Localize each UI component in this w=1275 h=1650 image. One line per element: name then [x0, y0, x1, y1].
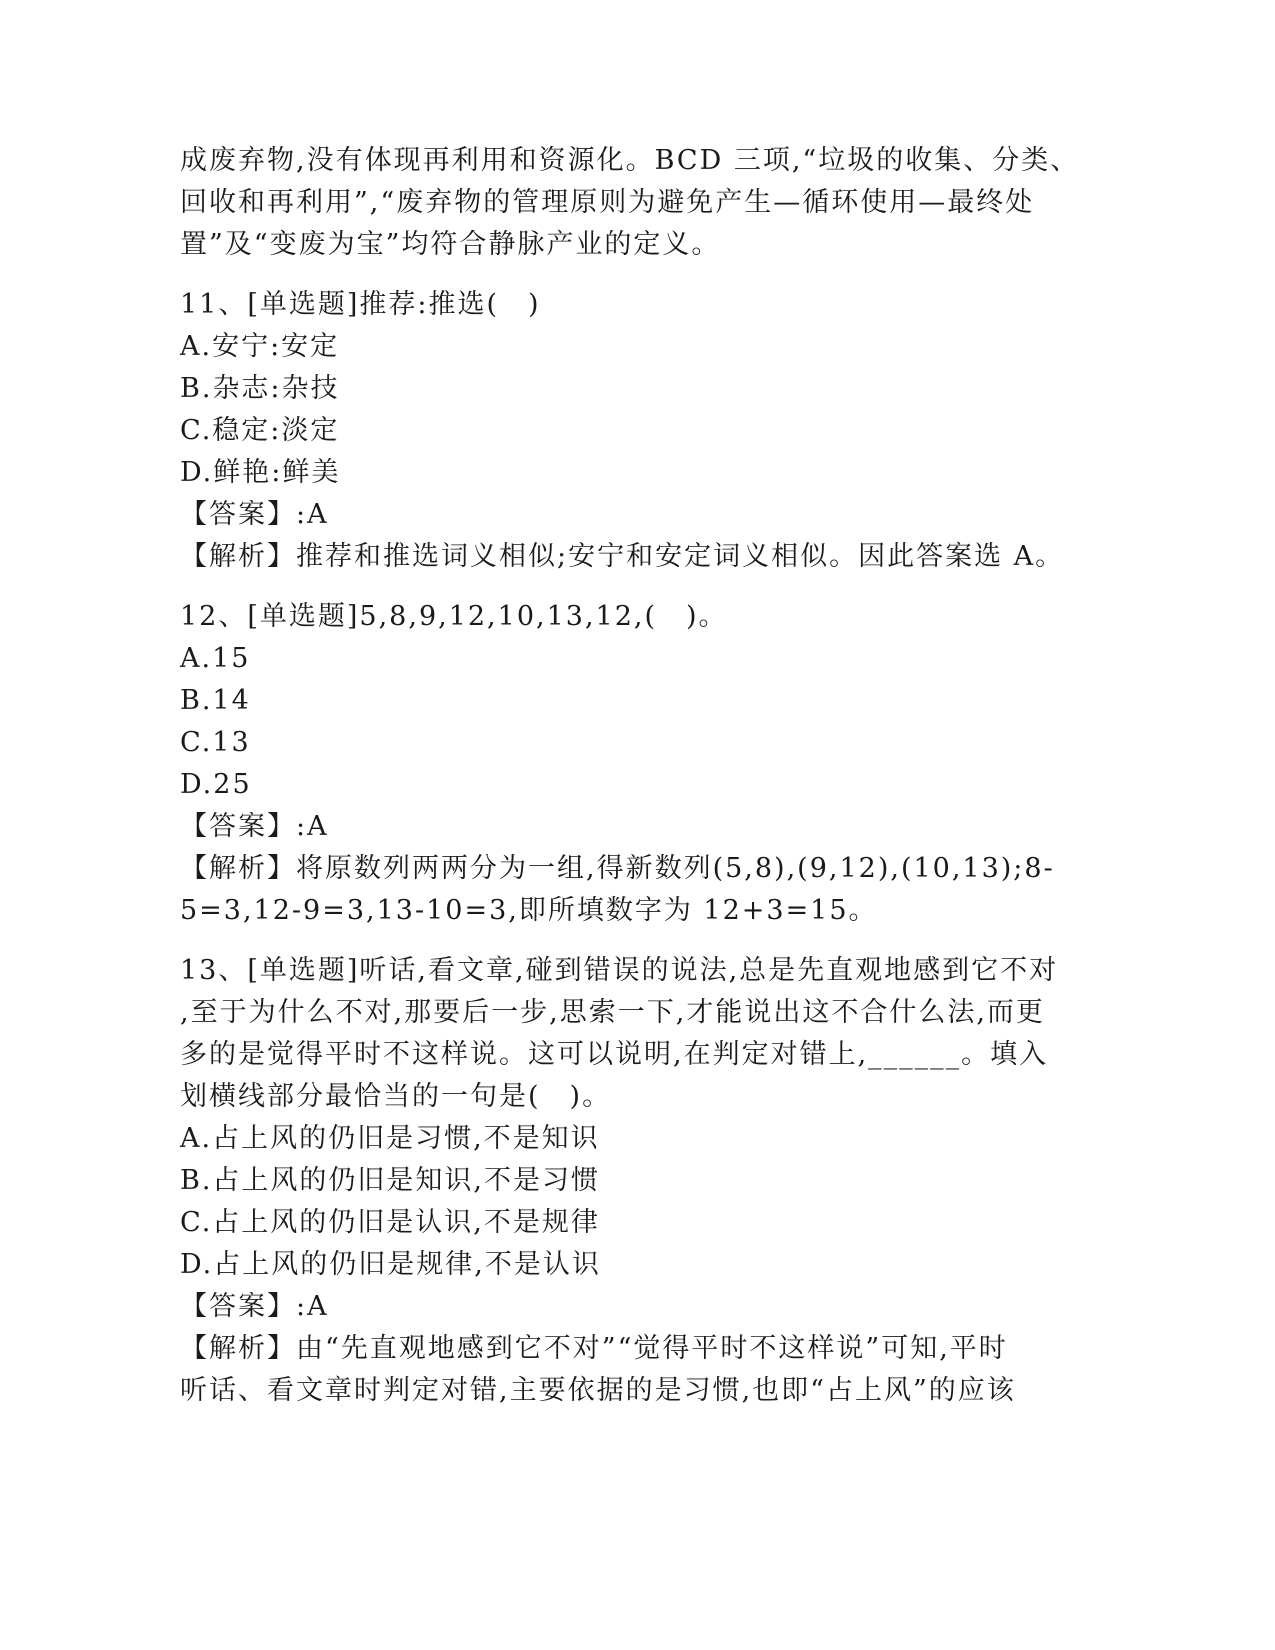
option-d: D.25 — [180, 769, 252, 800]
text-line: 成废弃物,没有体现再利用和资源化。BCD 三项,“垃圾的收集、分类、 — [180, 145, 1080, 176]
analysis: 【解析】由“先直观地感到它不对”“觉得平时不这样说”可知,平时 — [180, 1333, 1008, 1364]
option-a: A.安宁:安定 — [180, 331, 340, 362]
document-page — [180, 140, 1080, 1412]
text-line: 置”及“变废为宝”均符合静脉产业的定义。 — [180, 229, 721, 260]
intro-paragraph — [180, 140, 1080, 266]
answer: 【答案】:A — [180, 811, 329, 842]
question-stem: 13、[单选题]听话,看文章,碰到错误的说法,总是先直观地感到它不对 — [180, 955, 1059, 986]
option-d: D.占上风的仍旧是规律,不是认识 — [180, 1249, 601, 1280]
option-a: A.15 — [180, 643, 251, 674]
analysis: 5=3,12-9=3,13-10=3,即所填数字为 12+3=15。 — [180, 895, 878, 926]
question-12 — [180, 596, 1060, 932]
question-stem: 划横线部分最恰当的一句是( )。 — [180, 1081, 612, 1112]
analysis: 听话、看文章时判定对错,主要依据的是习惯,也即“占上风”的应该 — [180, 1375, 1016, 1406]
question-stem: ,至于为什么不对,那要后一步,思索一下,才能说出这不合什么法,而更 — [180, 997, 1045, 1028]
option-c: C.占上风的仍旧是认识,不是规律 — [180, 1207, 600, 1238]
option-b: B.占上风的仍旧是知识,不是习惯 — [180, 1165, 601, 1196]
analysis: 【解析】将原数列两两分为一组,得新数列(5,8),(9,12),(10,13);8- — [180, 853, 1055, 884]
option-a: A.占上风的仍旧是习惯,不是知识 — [180, 1123, 600, 1154]
question-11 — [180, 284, 1065, 578]
question-stem: 12、[单选题]5,8,9,12,10,13,12,( )。 — [180, 601, 728, 632]
option-c: C.稳定:淡定 — [180, 415, 340, 446]
option-b: B.14 — [180, 685, 251, 716]
text-line: 回收和再利用”,“废弃物的管理原则为避免产生—循环使用—最终处 — [180, 187, 1035, 218]
question-stem: 11、[单选题]推荐:推选( ) — [180, 289, 541, 320]
question-stem: 多的是觉得平时不这样说。这可以说明,在判定对错上,______。填入 — [180, 1039, 1049, 1070]
analysis: 【解析】推荐和推选词义相似;安宁和安定词义相似。因此答案选 A。 — [180, 541, 1065, 572]
answer: 【答案】:A — [180, 1291, 329, 1322]
option-b: B.杂志:杂技 — [180, 373, 340, 404]
option-c: C.13 — [180, 727, 251, 758]
option-d: D.鲜艳:鲜美 — [180, 457, 341, 488]
question-13 — [180, 950, 1060, 1412]
answer: 【答案】:A — [180, 499, 329, 530]
